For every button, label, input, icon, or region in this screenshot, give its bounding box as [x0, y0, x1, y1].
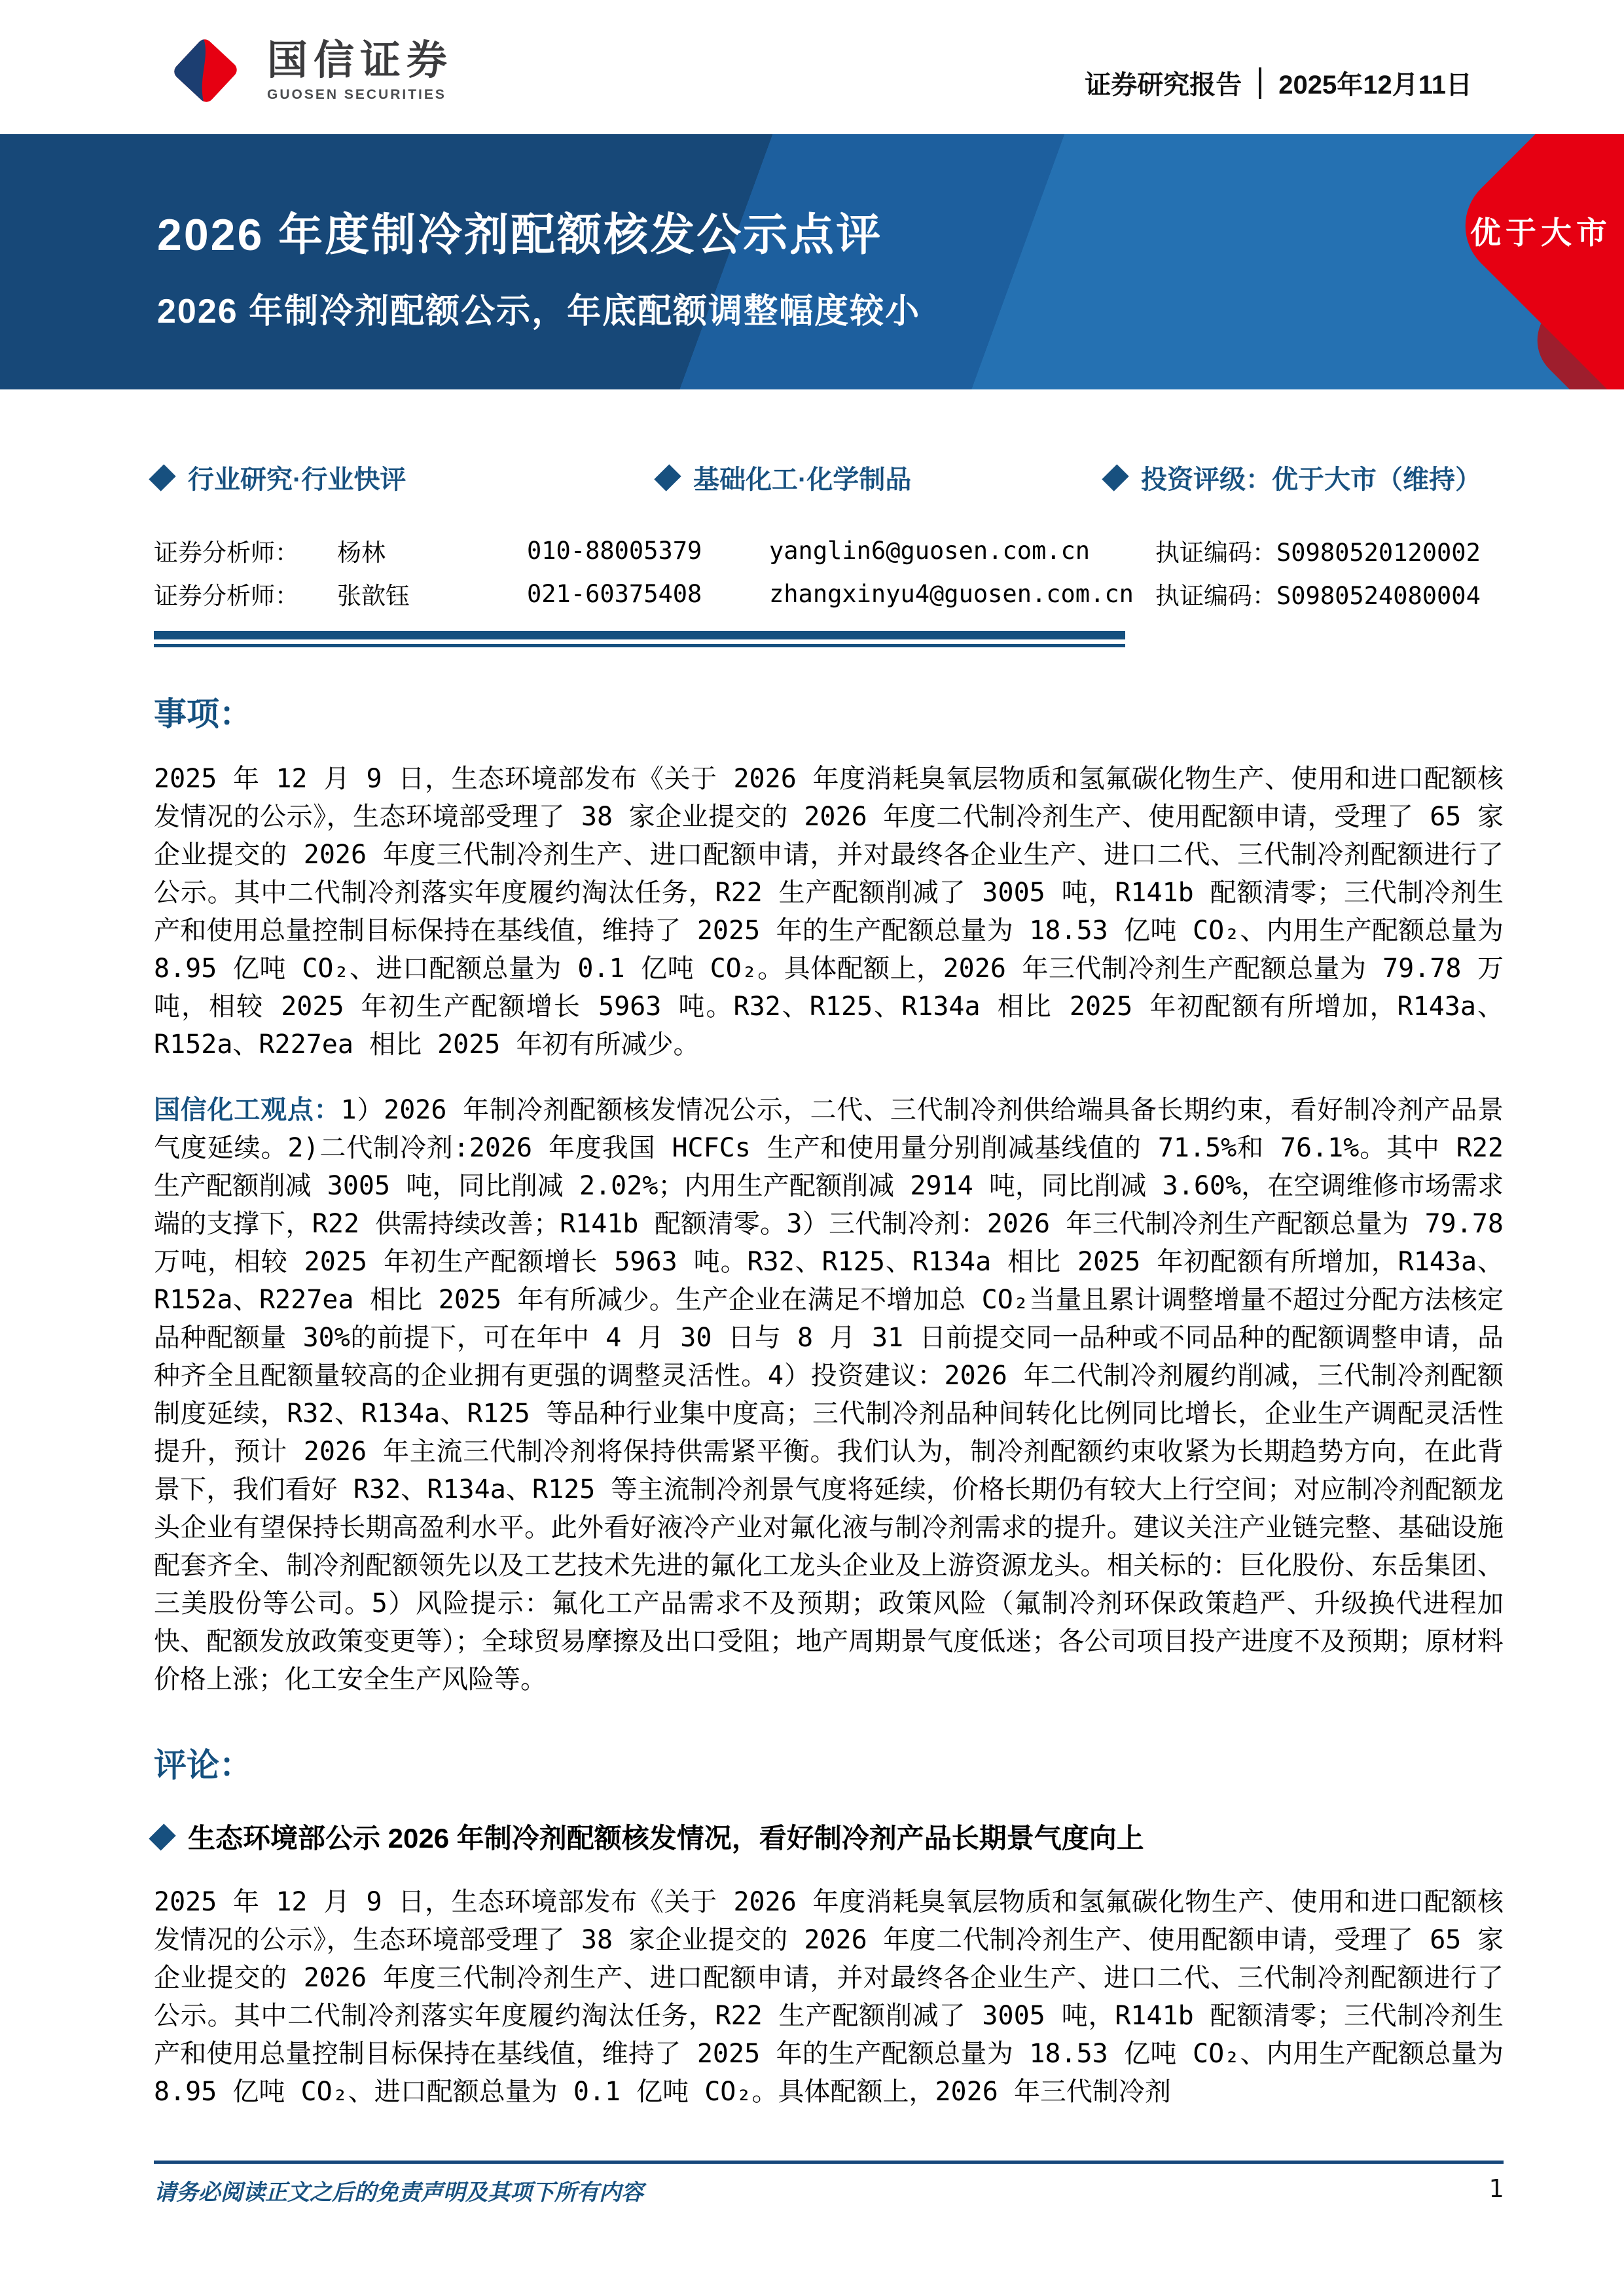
analyst-phone: 010-88005379	[527, 536, 702, 565]
report-date: 2025年12月11日	[1278, 71, 1472, 99]
analyst-role: 证券分析师：	[154, 539, 299, 567]
logo-name-cn: 国信证券	[267, 37, 454, 83]
investment-rating-label: 投资评级：优于大市（维持）	[1141, 465, 1481, 494]
meta-item-industry	[659, 459, 1107, 496]
analyst-email: yanglin6@guosen.com.cn	[769, 536, 1091, 565]
analyst-row	[154, 529, 1504, 572]
report-title: 2026 年度制冷剂配额核发公示点评	[157, 210, 883, 260]
analyst-name: 张歆钰	[337, 582, 410, 610]
title-banner	[0, 134, 1624, 389]
analyst-name: 杨林	[337, 539, 386, 567]
double-rule-divider	[154, 631, 1125, 647]
page-number: 1	[1489, 2174, 1504, 2203]
industry-label: 基础化工·化学制品	[693, 465, 912, 494]
meta-item-research-type	[154, 459, 659, 496]
divider-thin-line	[154, 644, 1125, 647]
section-heading-event: 事项：	[154, 696, 252, 732]
diamond-bullet-icon	[149, 464, 175, 491]
viewpoint-lead: 国信化工观点：	[154, 1095, 341, 1125]
analyst-block	[154, 529, 1504, 615]
analyst-role: 证券分析师：	[154, 582, 299, 610]
guosen-logo-icon	[164, 29, 247, 113]
rating-badge-shape	[1444, 134, 1624, 389]
analyst-license: 执证编码：S0980520120002	[1155, 539, 1481, 567]
rating-badge: 优于大市	[1470, 215, 1612, 250]
viewpoint-paragraph	[154, 1091, 1504, 1698]
comment-paragraph: 2025 年 12 月 9 日，生态环境部发布《关于 2026 年度消耗臭氧层物质和氢氟碳化物生产、使用和进口配额核发情况的公示》，生态环境部受理了 38 家企业提交的 2026 年度二代制冷剂生产、使用配额申请，受理了 65 家企业提交的 2026 年度三代制冷剂生产、进口配额申请，并对最终各企业生产、进口二代、三代制冷剂配额进行了公示。其中二代制冷剂落实年度履约淘汰任务，R22 生产配额削减了 3005 吨，R141b 配额清零；三代制冷剂生产和使用总量控制目标保持在基线值，维持了 2025 年的生产配额总量为 18.53 亿吨 CO₂、内用生产配额总量为 8.95 亿吨 CO₂、进口配额总量为 0.1 亿吨 CO₂。具体配额上，2026 年三代制冷剂	[154, 1887, 1504, 2107]
analyst-row	[154, 572, 1504, 615]
report-subtitle: 2026 年制冷剂配额公示，年底配额调整幅度较小	[157, 293, 921, 331]
diamond-bullet-icon	[149, 1823, 175, 1850]
meta-item-rating	[1107, 459, 1481, 496]
event-paragraph: 2025 年 12 月 9 日，生态环境部发布《关于 2026 年度消耗臭氧层物质和氢氟碳化物生产、使用和进口配额核发情况的公示》，生态环境部受理了 38 家企业提交的 2026 年度二代制冷剂生产、使用配额申请，受理了 65 家企业提交的 2026 年度三代制冷剂生产、进口配额申请，并对最终各企业生产、进口二代、三代制冷剂配额进行了公示。其中二代制冷剂落实年度履约淘汰任务，R22 生产配额削减了 3005 吨，R141b 配额清零；三代制冷剂生产和使用总量控制目标保持在基线值，维持了 2025 年的生产配额总量为 18.53 亿吨 CO₂、内用生产配额总量为 8.95 亿吨 CO₂、进口配额总量为 0.1 亿吨 CO₂。具体配额上，2026 年三代制冷剂生产配额总量为 79.78 万吨，相较 2025 年初生产配额增长 5963 吨。R32、R125、R134a 相比 2025 年初配额有所增加，R143a、R152a、R227ea 相比 2025 年初有所减少。	[154, 764, 1504, 1060]
header-separator	[1259, 67, 1261, 99]
page-header	[0, 0, 1624, 134]
logo-text	[267, 37, 454, 102]
guosen-logo	[164, 29, 453, 113]
analyst-email: zhangxinyu4@guosen.com.cn	[769, 579, 1134, 608]
report-content	[154, 389, 1504, 2111]
logo-name-en: GUOSEN SECURITIES	[267, 86, 446, 102]
research-type-label: 行业研究·行业快评	[188, 465, 406, 494]
comment-subheading	[154, 1821, 1504, 1856]
analyst-license: 执证编码：S0980524080004	[1155, 582, 1481, 610]
section-heading-comment: 评论：	[154, 1747, 252, 1784]
analyst-phone: 021-60375408	[527, 579, 702, 608]
classification-row	[154, 459, 1504, 496]
footer-row	[154, 2164, 1504, 2206]
page-footer	[154, 2161, 1504, 2296]
divider-thick-line	[154, 631, 1125, 639]
report-type-label: 证券研究报告	[1085, 71, 1242, 99]
header-meta	[1085, 64, 1472, 101]
viewpoint-body: 1）2026 年制冷剂配额核发情况公示，二代、三代制冷剂供给端具备长期约束，看好制冷剂产品景气度延续。2)二代制冷剂:2026 年度我国 HCFCs 生产和使用量分别削减基线值的 71.5%和 76.1%。其中 R22 生产配额削减 3005 吨，同比削减 2.02%；内用生产配额削减 2914 吨，同比削减 3.60%，在空调维修市场需求端的支撑下，R22 供需持续改善；R141b 配额清零。3）三代制冷剂：2026 年三代制冷剂生产配额总量为 79.78 万吨，相较 2025 年初生产配额增长 5963 吨。R32、R125、R134a 相比 2025 年初配额有所增加，R143a、R152a、R227ea 相比 2025 年有所减少。生产企业在满足不增加总 CO₂当量且累计调整增量不超过分配方法核定品种配额量 30%的前提下，可在年中 4 月 30 日与 8 月 31 日前提交同一品种或不同品种的配额调整申请，品种齐全且配额量较高的企业拥有更强的调整灵活性。4）投资建议：2026 年二代制冷剂履约削减，三代制冷剂配额制度延续，R32、R134a、R125 等品种行业集中度高；三代制冷剂品种间转化比例同比增长，企业生产调配灵活性提升，预计 2026 年主流三代制冷剂将保持供需紧平衡。我们认为，制冷剂配额约束收紧为长期趋势方向，在此背景下，我们看好 R32、R134a、R125 等主流制冷剂景气度将延续，价格长期仍有较大上行空间；对应制冷剂配额龙头企业有望保持长期高盈利水平。此外看好液冷产业对氟化液与制冷剂需求的提升。建议关注产业链完整、基础设施配套齐全、制冷剂配额领先以及工艺技术先进的氟化工龙头企业及上游资源龙头。相关标的：巨化股份、东岳集团、三美股份等公司。5）风险提示：氟化工产品需求不及预期；政策风险（氟制冷剂环保政策趋严、升级换代进程加快、配额发放政策变更等）；全球贸易摩擦及出口受阻；地产周期景气度低迷；各公司项目投产进度不及预期；原材料价格上涨；化工安全生产风险等。	[154, 1095, 1504, 1695]
comment-subheading-text: 生态环境部公示 2026 年制冷剂配额核发情况，看好制冷剂产品长期景气度向上	[188, 1823, 1144, 1854]
disclaimer-text: 请务必阅读正文之后的免责声明及其项下所有内容	[154, 2180, 643, 2205]
